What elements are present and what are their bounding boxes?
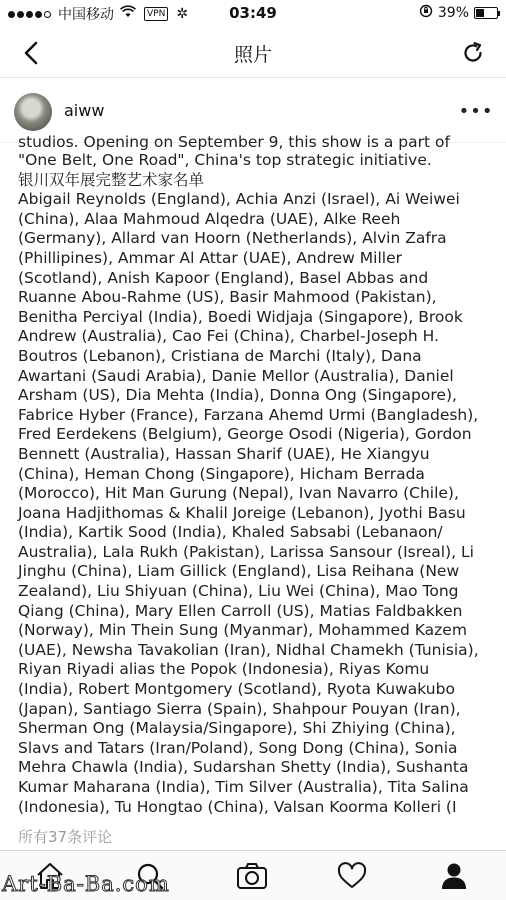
caption-line: (India), Kartik Sood (India), Khaled Sabsabi (Lebanaon/ (18, 523, 443, 542)
caption-line: (Japan), Santiago Sierra (Spain), Shahpour Pouyan (Iran), (18, 699, 461, 718)
caption-body (18, 151, 498, 817)
caption-line: Slavs and Tatars (Iran/Poland), Song Dong (China), Sonia (18, 738, 458, 757)
caption-line: 银川双年展完整艺术家名单 (18, 170, 205, 189)
caption-line: Fred Eerdekens (Belgium), George Osodi (Nigeria), Gordon (18, 425, 472, 444)
page-title: 照片 (233, 44, 272, 66)
battery-icon (474, 7, 498, 19)
more-options-button[interactable] (458, 97, 494, 125)
caption-partial-line: studios. Opening on September 9, this show is a part of (18, 133, 450, 151)
tab-activity[interactable] (332, 857, 372, 895)
caption-line: Sherman Ong (Malaysia/Singapore), Shi Zhiying (China), (18, 719, 456, 738)
caption-line: Arsham (US), Dia Mehta (India), Donna Ong (Singapore), (18, 386, 457, 405)
caption-line: (China), Heman Chong (Singapore), Hicham Berrada (18, 464, 425, 483)
vpn-badge: VPN (144, 7, 168, 21)
caption-line: Abigail Reynolds (England), Achia Anzi (Israel), Ai Weiwei (18, 190, 460, 209)
caption-line: Awartani (Saudi Arabia), Danie Mellor (Australia), Daniel (18, 366, 454, 385)
caption-line: (Scotland), Anish Kapoor (England), Basel Abbas and (18, 268, 429, 287)
more-dots-icon: ••• (458, 100, 494, 122)
caption-line: "One Belt, One Road", China's top strategic initiative. (18, 151, 432, 169)
status-bar (0, 0, 506, 28)
caption-line: Joana Hadjithomas & Khalil Joreige (Lebanon), Jyothi Basu (18, 503, 466, 522)
post-caption (0, 133, 506, 823)
view-all-comments-link[interactable]: 所有37条评论 (18, 828, 113, 846)
caption-line: Qiang (China), Mary Ellen Carroll (US), Matias Faldbakken (18, 601, 463, 620)
caption-line: Bennett (Australia), Hassan Sharif (UAE), He Xiangyu (18, 444, 430, 463)
refresh-icon (461, 41, 485, 65)
watermark: Art-Ba-Ba.com (2, 872, 170, 896)
caption-line: (Phillipines), Ammar Al Attar (UAE), Andrew Miller (18, 248, 402, 267)
carrier-name: 中国移动 (58, 7, 114, 23)
activity-spinner-icon: ✲ (176, 6, 189, 22)
caption-line: Jinghu (China), Liam Gillick (England), Lisa Reihana (New (18, 562, 460, 581)
caption-line: Fabrice Hyber (France), Farzana Ahemd Urmi (Bangladesh), (18, 405, 479, 424)
camera-icon (236, 862, 268, 890)
navigation-bar (0, 28, 506, 78)
caption-line: (Germany), Allard van Hoorn (Netherlands), Alvin Zafra (18, 229, 447, 248)
username[interactable]: aiww (64, 101, 105, 120)
caption-line: Mehra Chawla (India), Sudarshan Shetty (India), Sushanta (18, 758, 469, 777)
caption-line: (Norway), Min Thein Sung (Myanmar), Mohammed Kazem (18, 621, 467, 640)
heart-icon (337, 862, 367, 890)
caption-line: Zealand), Liu Shiyuan (China), Liu Wei (China), Mao Tong (18, 582, 459, 601)
refresh-button[interactable] (458, 38, 488, 68)
battery-percent: 39% (437, 5, 469, 21)
orientation-lock-icon (419, 4, 433, 22)
caption-line: (Indonesia), Tu Hongtao (China), Valsan Koorma Kolleri (I (18, 797, 457, 816)
caption-line: Andrew (Australia), Cao Fei (China), Charbel-Joseph H. (18, 327, 439, 346)
battery-level-fill (476, 9, 484, 17)
tab-camera[interactable] (232, 857, 272, 895)
caption-line: Ruanne Abou-Rahme (US), Basir Mahmood (Pakistan), (18, 288, 437, 307)
caption-line: (UAE), Newsha Tavakolian (Iran), Nidhal Chamekh (Tunisia), (18, 640, 479, 659)
caption-line: (China), Alaa Mahmoud Alqedra (UAE), Alke Reeh (18, 209, 401, 228)
status-right (419, 4, 498, 22)
caption-line: Australia), Lala Rukh (Pakistan), Larissa Sansour (Isreal), Li (18, 542, 474, 561)
caption-line: Benitha Perciyal (India), Boedi Widjaja (Singapore), Brook (18, 307, 463, 326)
status-time: 03:49 (229, 4, 277, 22)
profile-icon (440, 862, 468, 890)
caption-line: (Morocco), Hit Man Gurung (Nepal), Ivan Navarro (Chile), (18, 484, 459, 503)
caption-line: Riyan Riyadi alias the Popok (Indonesia), Riyas Komu (18, 660, 430, 679)
caption-line: Boutros (Lebanon), Cristiana de Marchi (Italy), Dana (18, 346, 422, 365)
caption-line: (India), Robert Montgomery (Scotland), Ryota Kuwakubo (18, 680, 455, 699)
tab-profile[interactable] (434, 857, 474, 895)
caption-line: Kumar Maharana (India), Tim Silver (Australia), Tita Salina (18, 778, 469, 796)
avatar[interactable] (14, 93, 52, 131)
